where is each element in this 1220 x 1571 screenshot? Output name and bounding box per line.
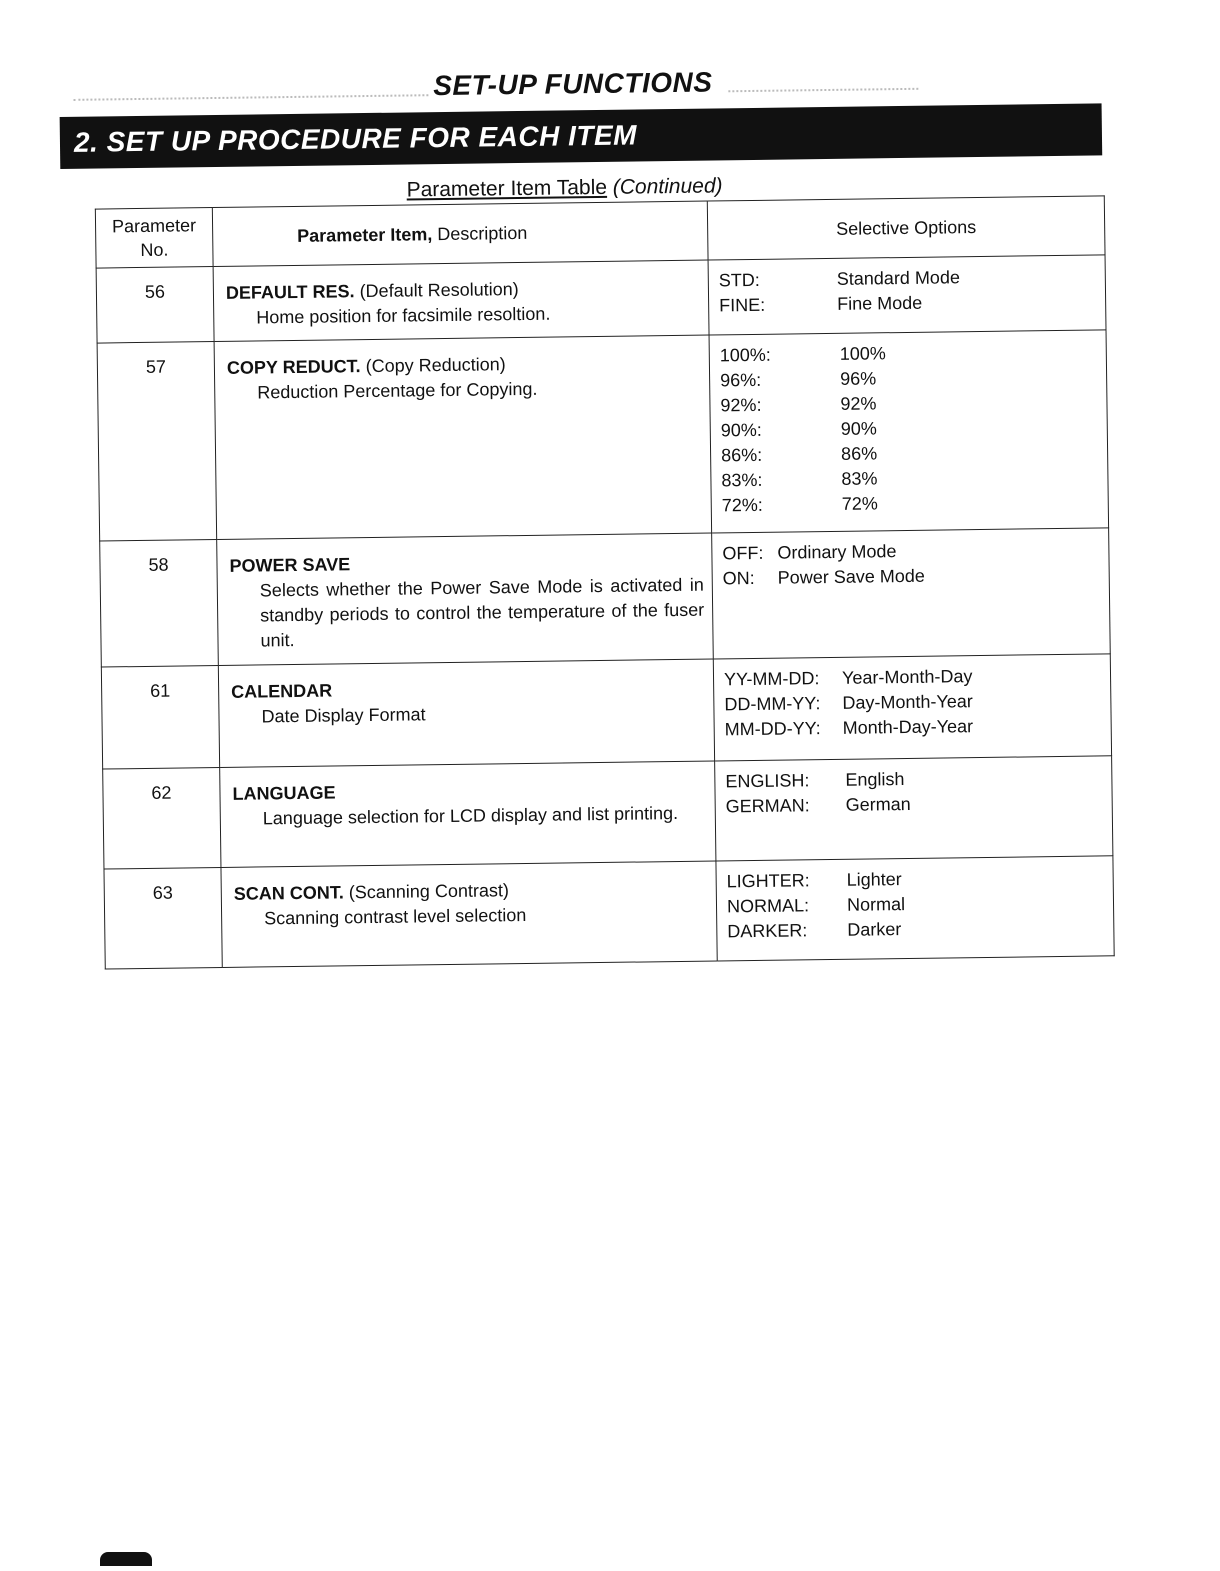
row-options [716,856,1114,961]
row-options [713,654,1111,761]
option-value: Standard Mode [837,265,960,292]
header-parameter-no-line2: No. [140,240,168,260]
option-key: MM-DD-YY: [725,716,843,743]
option-line [719,288,1097,318]
row-item-name-extra: (Default Resolution) [354,279,518,301]
option-line [726,789,1104,819]
option-value: 83% [841,466,877,491]
header-item-rest: Description [432,222,527,243]
row-options [715,756,1113,861]
option-key: 96%: [720,367,840,394]
option-key: STD: [719,267,837,294]
row-options [712,528,1111,659]
row-number: 56 [96,267,214,344]
option-key: DARKER: [727,918,847,945]
table-row [104,856,1114,969]
row-description [218,659,714,767]
section-banner-text: 2. SET UP PROCEDURE FOR EACH ITEM [74,119,637,158]
row-item-name: DEFAULT RES. [226,281,355,303]
option-value: 92% [840,391,876,416]
row-number: 58 [100,540,219,668]
row-description [221,861,717,967]
row-description [213,260,709,341]
option-key: GERMAN: [726,793,846,820]
row-item-desc: Date Display Format [231,699,705,730]
table-row [103,756,1113,869]
row-item-desc: Language selection for LCD display and list printing. [233,801,707,832]
row-description [220,761,716,867]
option-value: 90% [841,416,877,441]
option-value: 96% [840,366,876,391]
table-caption-title: Parameter Item Table [406,176,607,202]
option-value: Year-Month-Day [842,664,973,691]
option-value: German [846,792,911,818]
option-value: Lighter [847,867,902,893]
row-item-name: POWER SAVE [229,554,350,576]
option-value: Fine Mode [837,291,922,317]
row-options [708,255,1106,335]
option-key: NORMAL: [727,893,847,920]
option-line [723,561,1101,591]
row-item-desc: Selects whether the Power Save Mode is activated in standby periods to control the temperature of the fuser unit. [230,573,705,654]
header-parameter-item [212,201,708,266]
option-key: LIGHTER: [727,868,847,895]
header-parameter-no [95,208,213,269]
option-key: YY-MM-DD: [724,666,842,693]
option-line [727,914,1105,944]
table-row [100,528,1111,667]
row-description [214,335,712,539]
option-key: 86%: [721,442,841,469]
row-item-name: COPY REDUCT. [227,356,361,378]
parameter-table [95,195,1115,969]
header-parameter-no-line1: Parameter [112,215,196,236]
option-value: Darker [847,917,901,943]
option-key: 92%: [720,392,840,419]
row-description [217,533,714,665]
option-value: 72% [842,491,878,516]
option-value: Normal [847,892,905,918]
option-key: ENGLISH: [725,768,845,795]
option-value: 86% [841,441,877,466]
option-value: Power Save Mode [778,564,925,591]
dotted-rule-right [728,88,918,92]
option-line [725,712,1103,742]
option-key: ON: [723,566,778,592]
option-line [722,488,1100,518]
table-row [97,330,1109,541]
table-row [101,654,1111,769]
option-value: Month-Day-Year [843,714,974,741]
option-value: 100% [840,341,886,367]
option-key: DD-MM-YY: [724,691,842,718]
option-key: 83%: [721,467,841,494]
option-key: 72%: [722,492,842,519]
option-key: 90%: [721,417,841,444]
row-item-desc: Reduction Percentage for Copying. [227,375,701,406]
table-caption [406,174,722,202]
row-item-name: LANGUAGE [232,782,335,803]
option-value: English [845,767,904,793]
row-item-name: CALENDAR [231,681,332,702]
option-value: Ordinary Mode [777,539,896,566]
row-number: 61 [101,666,219,770]
page-edge-mark [100,1552,152,1566]
option-key: 100%: [720,342,840,369]
row-number: 57 [97,342,217,542]
page-header-title: SET-UP FUNCTIONS [433,66,713,102]
option-value: Day-Month-Year [842,689,973,716]
header-selective-options: Selective Options [707,196,1105,260]
row-number: 63 [104,867,222,969]
table-caption-suffix: (Continued) [613,174,723,198]
option-key: OFF: [722,541,777,567]
row-item-desc: Scanning contrast level selection [234,901,708,932]
row-item-name-extra: (Copy Reduction) [360,354,505,376]
row-item-name: SCAN CONT. [234,882,344,903]
row-number: 62 [103,767,221,869]
row-item-desc: Home position for facsimile resoltion. [226,300,700,331]
row-item-name-extra: (Scanning Contrast) [344,880,509,902]
header-item-bold: Parameter Item, [297,224,432,246]
dotted-rule-left [73,94,428,101]
option-key: FINE: [719,292,837,319]
row-options [709,330,1109,533]
section-banner [60,103,1103,169]
table-row [96,255,1106,343]
